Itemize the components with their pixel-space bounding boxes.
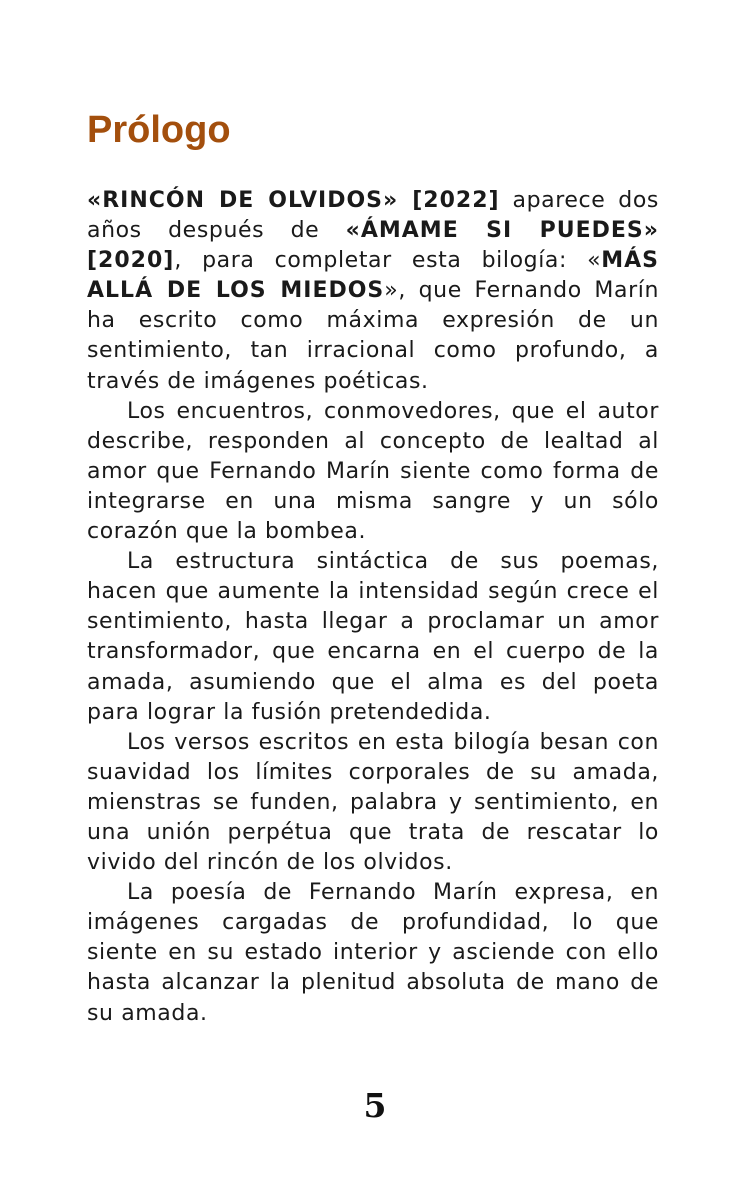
page-number: 5 bbox=[363, 1086, 387, 1125]
paragraph-2: Los encuentros, conmovedores, que el autor describe, responden al concepto de lealtad al amor que Fernando Marín siente como forma de integrarse en una misma sangre y un sólo corazón que la bombea. bbox=[87, 398, 659, 545]
paragraph-1-text-b: , para completar esta bilogía: « bbox=[174, 248, 602, 274]
book-title-rincon: «RINCÓN DE OLVIDOS» [2022] bbox=[87, 188, 500, 213]
paragraph-1 bbox=[87, 186, 659, 397]
book-title-amame: «ÁMAME SI PUEDES» [2020] bbox=[87, 218, 659, 274]
paragraph-1-text-a: aparece dos años después de bbox=[87, 188, 659, 244]
paragraph-5: La poesía de Fernando Marín expresa, en imágenes cargadas de profundidad, lo que siente en su estado interior y asciende con ello hasta alcanzar la plenitud absoluta de mano de su amada. bbox=[87, 880, 659, 1026]
paragraph-4: Los versos escritos en esta bilogía besan con suavidad los límites corporales de su amada, mienstras se funden, palabra y sentimiento, en una unión perpétua que trata de rescatar lo vivido del rincón de los olvidos. bbox=[87, 729, 659, 876]
prologue-body bbox=[87, 186, 659, 1029]
book-title-mas-alla: MÁS ALLÁ DE LOS MIEDOS bbox=[87, 248, 659, 304]
paragraph-3: La estructura sintáctica de sus poemas, hacen que aumente la intensidad según crece el sentimiento, hasta llegar a proclamar un amor transformador, que encarna en el cuerpo de la amada, asumiendo que el alma es del poeta para lograr la fusión pretendedida. bbox=[87, 549, 659, 725]
paragraph-1-text-c: », que Fernando Marín ha escrito como máxima expresión de un sentimiento, tan irracional como profundo, a través de imágenes poéticas. bbox=[87, 278, 659, 394]
page-title: Prólogo bbox=[87, 109, 231, 151]
